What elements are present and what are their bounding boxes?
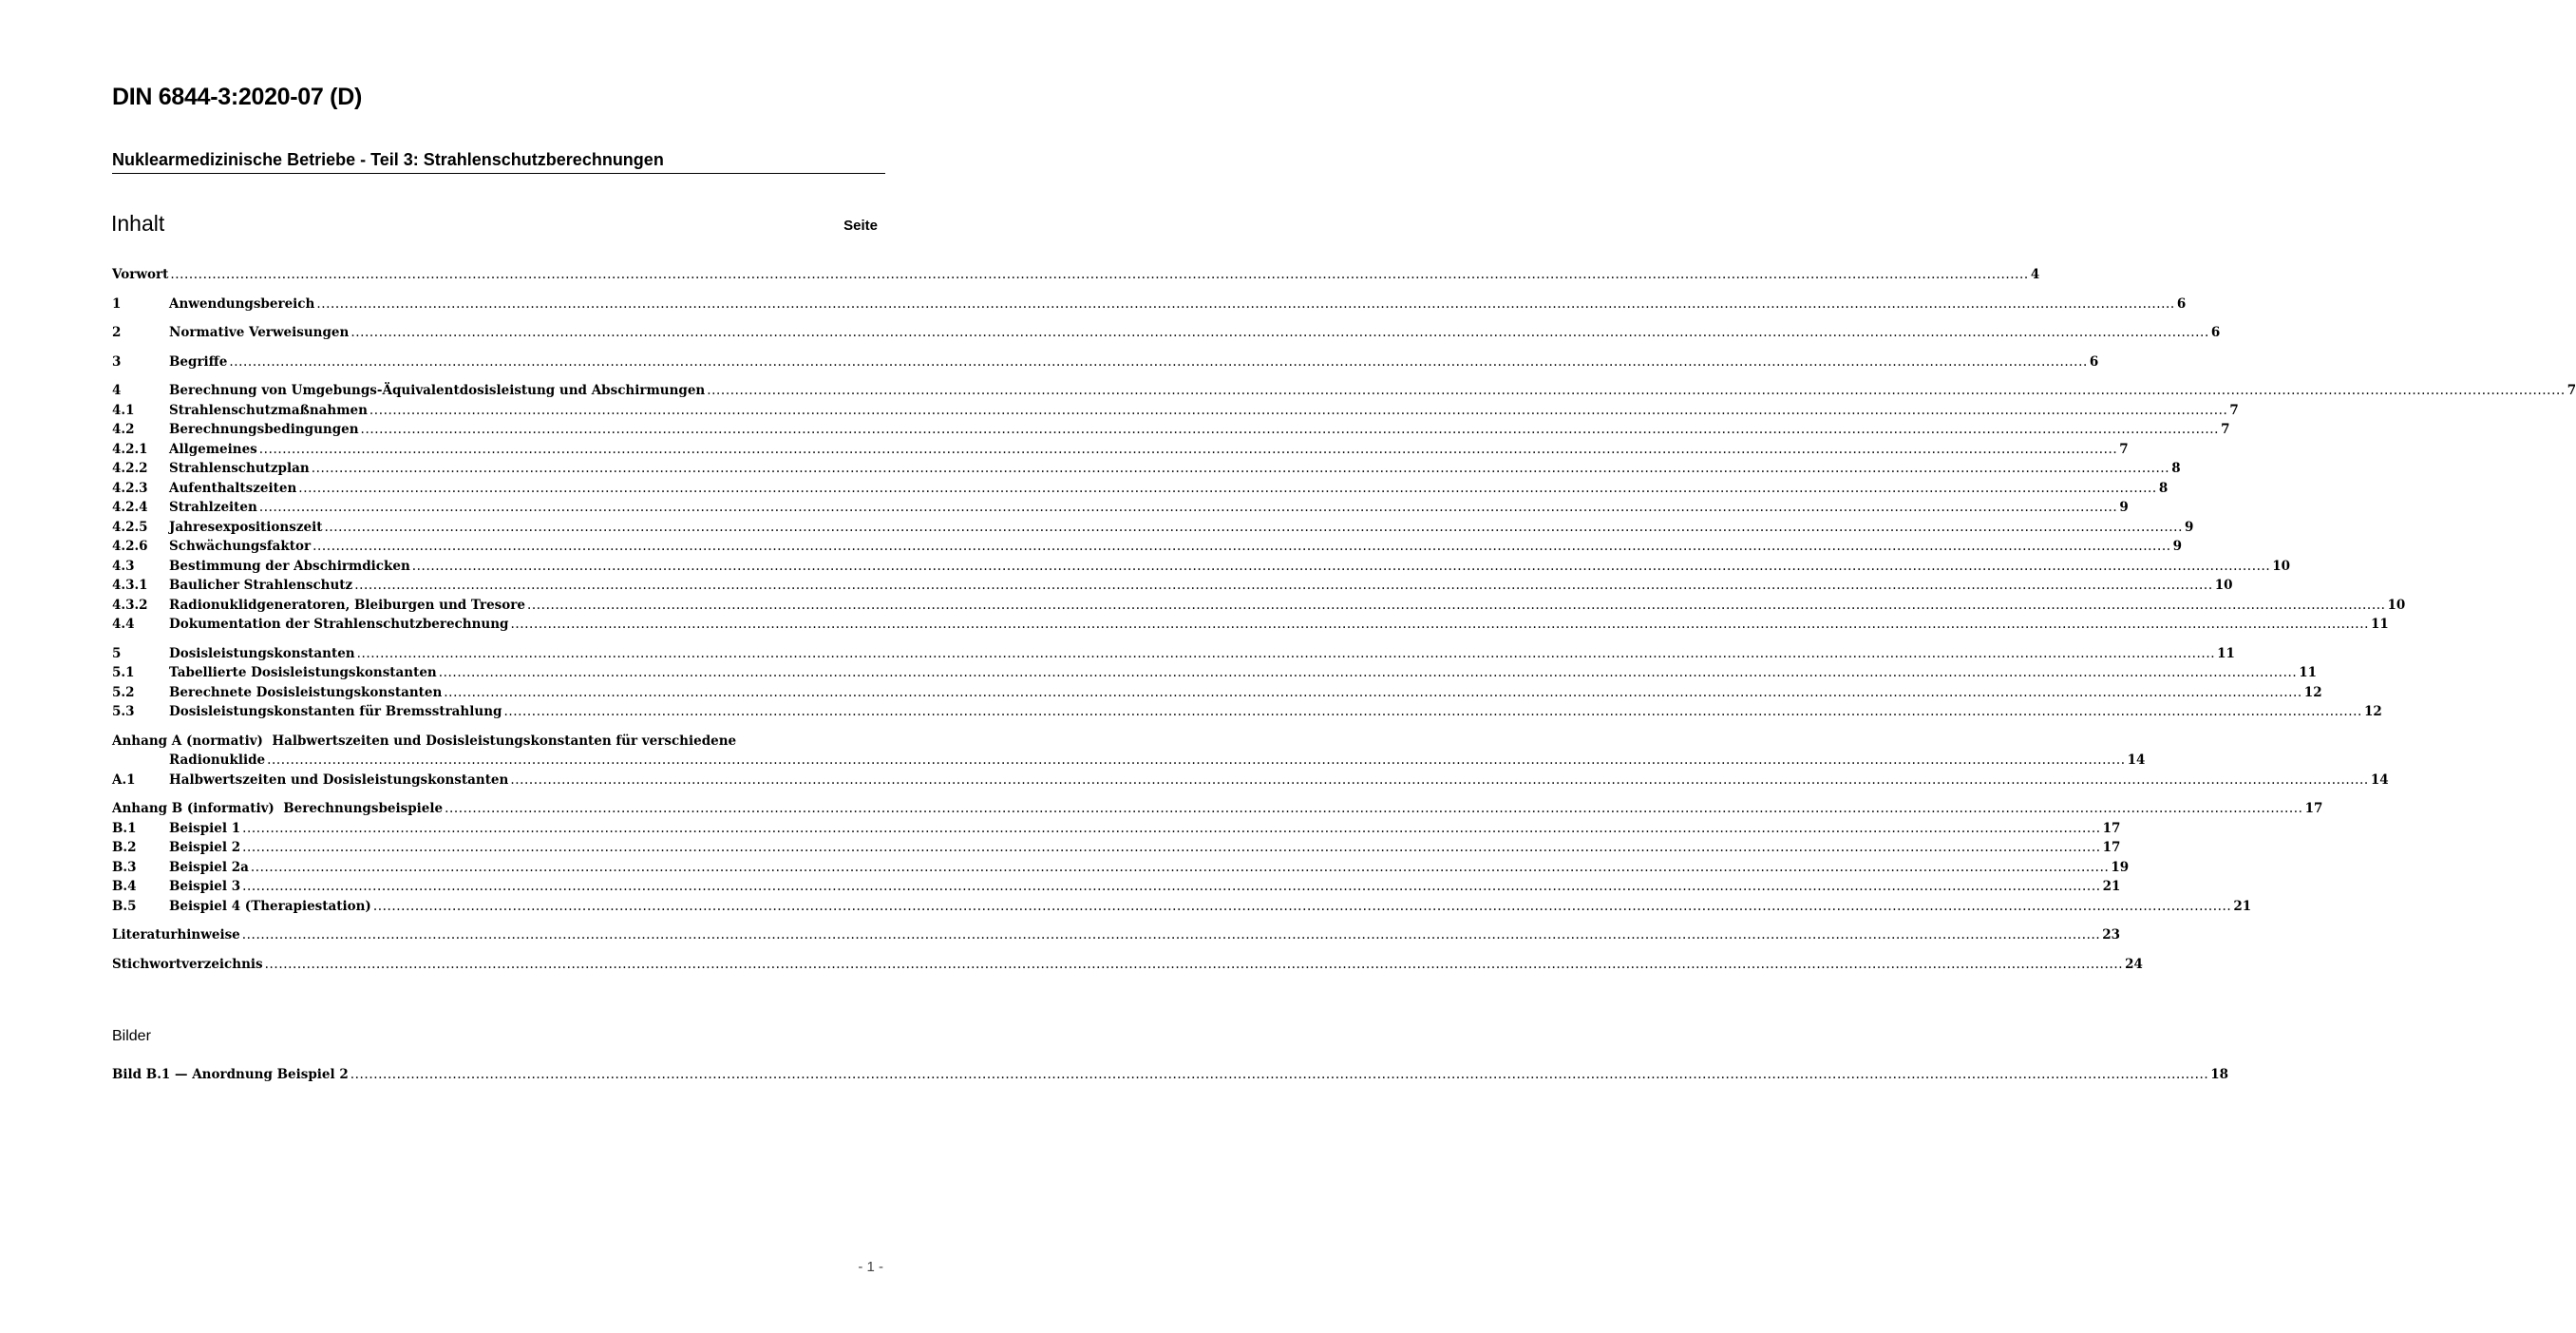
toc-entry[interactable] (112, 537, 2183, 557)
toc-entry-page: 11 (2217, 645, 2235, 661)
toc-entry[interactable] (112, 644, 2235, 664)
toc-entry-page: 21 (2102, 879, 2121, 894)
toc-entry-title: Tabellierte Dosisleistungskonstanten (169, 665, 437, 680)
dot-leader: ................................................................................................................................................................................................................................................................................................................................................................................................................ (527, 597, 2386, 613)
toc-entry-page: 7 (2567, 383, 2576, 398)
toc-entry-title: Beispiel 4 (Therapiestation) (169, 898, 371, 914)
toc-entry-number: Vorwort (112, 267, 169, 282)
toc-entry-number: B.3 (112, 859, 137, 875)
toc-entry-title: Halbwertszeiten und Dosisleistungskonstanten (169, 771, 509, 788)
toc-entry-number: B.1 (112, 820, 137, 836)
toc-entry-title: Dokumentation der Strahlenschutzberechnung (169, 617, 509, 632)
toc-entry-title: Halbwertszeiten und Dosisleistungskonstanten für verschiedene (272, 733, 737, 749)
toc-entry[interactable] (112, 596, 2406, 616)
toc-entry-title: Anwendungsbereich (169, 295, 315, 312)
dot-leader: ................................................................................................................................................................................................................................................................................................................................................................................................................ (258, 441, 2118, 457)
toc-entry-page: 19 (2111, 859, 2130, 875)
dot-leader: ................................................................................................................................................................................................................................................................................................................................................................................................................ (242, 820, 2101, 836)
toc-heading: Inhalt (111, 211, 165, 236)
document-title: DIN 6844-3:2020-07 (D) (112, 84, 362, 110)
toc-entry-number: 4.3.1 (112, 578, 148, 593)
toc-entry[interactable] (112, 925, 2121, 945)
toc-entry-number: A.1 (112, 771, 136, 788)
toc-entry[interactable] (112, 877, 2121, 897)
toc-entry-title: Beispiel 1 (169, 820, 241, 836)
toc-entry-title: Jahresexpositionszeit (169, 519, 323, 535)
toc-entry-number: 2 (112, 325, 122, 340)
toc-entry[interactable] (112, 799, 2323, 819)
toc-entry-title: Strahlenschutzplan (169, 461, 310, 476)
toc-entry[interactable] (112, 420, 2230, 440)
toc-entry[interactable] (112, 819, 2121, 839)
toc-entry-page: 9 (2172, 539, 2183, 554)
toc-entry-page: 11 (2299, 665, 2318, 680)
toc-entry-number: B.2 (112, 840, 137, 855)
toc-entry-number: 5 (112, 645, 122, 661)
toc-entry-page: 23 (2102, 927, 2121, 943)
toc-entry-page: 11 (2371, 617, 2389, 632)
toc-entry-page: 21 (2233, 898, 2252, 914)
toc-entry-number: 4.2.2 (112, 461, 148, 476)
toc-entry-page: 6 (2089, 353, 2099, 370)
toc-entry[interactable] (112, 352, 2099, 372)
toc-entry[interactable] (112, 771, 2389, 790)
toc-entry[interactable] (112, 897, 2252, 917)
figures-list (112, 1065, 2229, 1085)
page-number: - 1 - (858, 1259, 883, 1275)
toc-entry[interactable] (112, 683, 2322, 703)
dot-leader: ................................................................................................................................................................................................................................................................................................................................................................................................................ (229, 353, 2088, 370)
dot-leader: ................................................................................................................................................................................................................................................................................................................................................................................................................ (258, 500, 2118, 515)
dot-leader: ................................................................................................................................................................................................................................................................................................................................................................................................................ (411, 558, 2271, 574)
toc-entry[interactable] (112, 518, 2194, 538)
toc-entry-page: 12 (2303, 684, 2322, 700)
toc-entry[interactable] (112, 955, 2143, 975)
toc-entry-page: 17 (2102, 840, 2121, 855)
toc-entry-page: 24 (2125, 956, 2143, 972)
toc-entry[interactable] (112, 295, 2187, 314)
toc-entry-page: 9 (2184, 519, 2194, 535)
toc-entry-page: 10 (2272, 558, 2291, 574)
figure-entry-label: Bild B.1 — Anordnung Beispiel 2 (112, 1067, 349, 1082)
figure-entry-page: 18 (2210, 1067, 2229, 1082)
toc-entry-title: Radionuklidgeneratoren, Bleiburgen und Tresore (169, 597, 525, 613)
toc-entry-title: Baulicher Strahlenschutz (169, 578, 353, 593)
toc-entry-number: 4.2.5 (112, 519, 148, 535)
toc-entry-number: 5.1 (112, 665, 135, 680)
dot-leader: ................................................................................................................................................................................................................................................................................................................................................................................................................ (707, 383, 2566, 398)
toc-entry[interactable] (112, 838, 2121, 858)
toc-entry[interactable] (112, 323, 2221, 343)
dot-leader: ................................................................................................................................................................................................................................................................................................................................................................................................................ (264, 956, 2124, 972)
toc-entry[interactable] (112, 702, 2382, 722)
dot-leader: ................................................................................................................................................................................................................................................................................................................................................................................................................ (298, 480, 2157, 496)
toc-entry[interactable] (112, 440, 2129, 460)
dot-leader: ................................................................................................................................................................................................................................................................................................................................................................................................................ (510, 771, 2369, 788)
toc-entry-number: Stichwortverzeichnis (112, 956, 263, 972)
toc-entry-number: 4.2.6 (112, 539, 148, 554)
dot-leader: ................................................................................................................................................................................................................................................................................................................................................................................................................ (242, 840, 2101, 855)
figure-entry[interactable] (112, 1065, 2229, 1085)
toc-entry-number: 4.2.4 (112, 500, 148, 515)
toc-entry-number: 4.3.2 (112, 597, 148, 613)
dot-leader: ................................................................................................................................................................................................................................................................................................................................................................................................................ (510, 617, 2369, 632)
toc-entry-number: Anhang B (informativ) (112, 801, 275, 816)
toc-entry-title: Beispiel 3 (169, 879, 241, 894)
dot-leader: ................................................................................................................................................................................................................................................................................................................................................................................................................ (438, 665, 2298, 680)
dot-leader: ................................................................................................................................................................................................................................................................................................................................................................................................................ (503, 704, 2362, 719)
toc-entry-title: Dosisleistungskonstanten für Bremsstrahlung (169, 704, 502, 719)
toc-entry-number: 5.2 (112, 684, 135, 700)
toc-entry[interactable] (112, 479, 2169, 499)
toc-entry-number: Anhang A (normativ) (112, 733, 263, 749)
toc-entry[interactable] (112, 557, 2291, 577)
toc-entry-title: Aufenthaltszeiten (169, 480, 297, 496)
toc-entry-page: 7 (2229, 402, 2239, 418)
toc-entry[interactable] (112, 381, 2576, 401)
dot-leader: ................................................................................................................................................................................................................................................................................................................................................................................................................ (242, 879, 2101, 894)
toc-entry-number: B.4 (112, 879, 137, 894)
toc-entry-number: 4.2.1 (112, 441, 148, 457)
dot-leader: ................................................................................................................................................................................................................................................................................................................................................................................................................ (354, 578, 2213, 593)
dot-leader: ................................................................................................................................................................................................................................................................................................................................................................................................................ (372, 898, 2232, 914)
toc-entry-number: 4.4 (112, 617, 135, 632)
toc-entry-title: Berechnung von Umgebungs-Äquivalentdosisleistung und Abschirmungen (169, 383, 706, 398)
dot-leader: ................................................................................................................................................................................................................................................................................................................................................................................................................ (369, 402, 2228, 418)
toc-entry-page: 4 (2030, 267, 2040, 282)
toc-entry-number: 4.3 (112, 558, 135, 574)
toc-entry[interactable] (112, 498, 2129, 518)
dot-leader: ................................................................................................................................................................................................................................................................................................................................................................................................................ (350, 1067, 2209, 1082)
toc-entry[interactable] (112, 401, 2239, 421)
toc-entry-number: 5.3 (112, 704, 135, 719)
dot-leader: ................................................................................................................................................................................................................................................................................................................................................................................................................ (316, 295, 2175, 312)
toc-entry-page: 7 (2221, 422, 2230, 437)
toc-entry-number: 3 (112, 353, 122, 370)
toc-entry-number: B.5 (112, 898, 137, 914)
toc-entry[interactable] (112, 615, 2389, 635)
toc-entry-title: Beispiel 2a (169, 859, 249, 875)
toc-entry-page: 6 (2210, 325, 2221, 340)
toc-entry-number: 4 (112, 383, 122, 398)
figures-heading: Bilder (112, 1028, 151, 1044)
toc-entry-page: 12 (2363, 704, 2382, 719)
toc-entry-page: 10 (2214, 578, 2233, 593)
toc-entry-number: 1 (112, 295, 122, 312)
toc-entry-title: Berechnungsbeispiele (283, 801, 444, 816)
toc-entry-title: Strahlenschutzmaßnahmen (169, 402, 368, 418)
toc-entry-title: Berechnungsbedingungen (169, 422, 359, 437)
dot-leader: ................................................................................................................................................................................................................................................................................................................................................................................................................ (250, 859, 2110, 875)
toc-entry-title: Schwächungsfaktor (169, 539, 312, 554)
dot-leader: ................................................................................................................................................................................................................................................................................................................................................................................................................ (311, 461, 2170, 476)
dot-leader: ................................................................................................................................................................................................................................................................................................................................................................................................................ (241, 927, 2101, 943)
toc-entry-page: 14 (2370, 771, 2389, 788)
dot-leader: ................................................................................................................................................................................................................................................................................................................................................................................................................ (313, 539, 2171, 554)
toc-entry-title: Beispiel 2 (169, 840, 241, 855)
toc-entry-page: 8 (2158, 480, 2169, 496)
toc-entry-title: Normative Verweisungen (169, 325, 350, 340)
toc-entry[interactable] (112, 576, 2233, 596)
toc-entry-page: 8 (2171, 461, 2181, 476)
toc-entry[interactable] (112, 265, 2040, 285)
dot-leader: ................................................................................................................................................................................................................................................................................................................................................................................................................ (267, 752, 2126, 768)
toc-entry-title: Allgemeines (169, 441, 257, 457)
toc-page-column-label: Seite (843, 218, 878, 234)
toc-entry-title: Bestimmung der Abschirmdicken (169, 558, 410, 574)
toc-entry-title: Dosisleistungskonstanten (169, 645, 355, 661)
toc-entry[interactable] (112, 459, 2181, 479)
dot-leader: ................................................................................................................................................................................................................................................................................................................................................................................................................ (170, 267, 2029, 282)
toc-entry-page: 14 (2127, 752, 2146, 768)
dot-leader: ................................................................................................................................................................................................................................................................................................................................................................................................................ (445, 801, 2303, 816)
toc-entry-title: Begriffe (169, 353, 228, 370)
dot-leader: ................................................................................................................................................................................................................................................................................................................................................................................................................ (324, 519, 2183, 535)
toc-entry-title: Berechnete Dosisleistungskonstanten (169, 684, 443, 700)
toc-entry-number: 4.1 (112, 402, 135, 418)
dot-leader: ................................................................................................................................................................................................................................................................................................................................................................................................................ (356, 645, 2216, 661)
toc-entry-number: 4.2.3 (112, 480, 148, 496)
table-of-contents (112, 265, 2576, 974)
toc-entry-page: 10 (2387, 597, 2406, 613)
document-subtitle: Nuklearmedizinische Betriebe - Teil 3: Strahlenschutzberechnungen (112, 150, 885, 174)
toc-entry-page: 7 (2119, 441, 2129, 457)
toc-entry-number: 4.2 (112, 422, 135, 437)
toc-entry[interactable] (112, 858, 2130, 878)
toc-entry[interactable] (112, 663, 2318, 683)
toc-entry-page: 6 (2176, 295, 2187, 312)
toc-entry-page: 17 (2304, 801, 2323, 816)
toc-entry-page: 17 (2102, 820, 2121, 836)
toc-entry-title-continued: Radionuklide (169, 752, 266, 768)
dot-leader: ................................................................................................................................................................................................................................................................................................................................................................................................................ (350, 325, 2209, 340)
toc-entry-continuation[interactable] (112, 751, 2146, 771)
toc-entry-title: Strahlzeiten (169, 500, 257, 515)
toc-entry-page: 9 (2119, 500, 2129, 515)
dot-leader: ................................................................................................................................................................................................................................................................................................................................................................................................................ (360, 422, 2220, 437)
toc-entry[interactable] (112, 732, 884, 752)
dot-leader: ................................................................................................................................................................................................................................................................................................................................................................................................................ (444, 684, 2302, 700)
toc-entry-number: Literaturhinweise (112, 927, 240, 943)
